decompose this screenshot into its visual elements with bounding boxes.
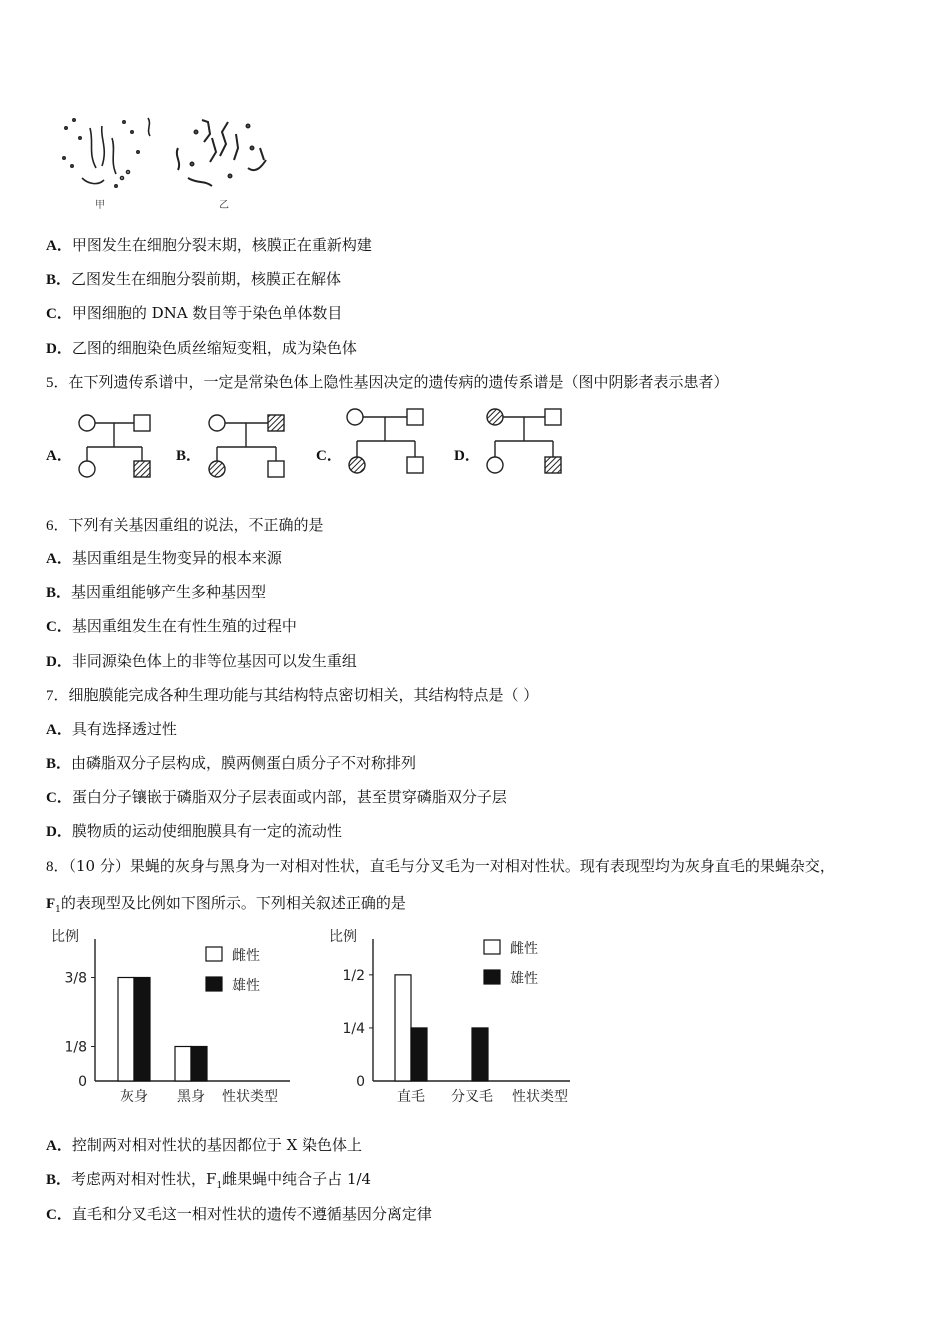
q6-option-letter: A． (46, 551, 72, 567)
q8-option-text: 直毛和分叉毛这一相对性状的遗传不遵循基因分离定律 (71, 1205, 432, 1223)
legend-label: 雌性 (510, 941, 538, 957)
q8-option-a (46, 1135, 362, 1156)
q7-stem (46, 685, 538, 706)
pedigree-b-daughter-affected (209, 461, 225, 477)
pedigree-b-father-affected (268, 415, 284, 431)
q8-option-letter: A． (46, 1138, 72, 1154)
legend-label: 雄性 (510, 971, 538, 987)
pedigree-a (79, 415, 150, 477)
q8-f-subscript: 1 (55, 905, 61, 915)
q7-option-b (46, 753, 416, 774)
pedigree-a-daughter (79, 461, 95, 477)
legend-swatch-雌性 (206, 947, 222, 961)
pedigree-d-father (545, 409, 561, 425)
q8-option-text-pre: 考虑两对相对性状，F (71, 1170, 217, 1188)
pedigree-b-mother (209, 415, 225, 431)
q8-text2: 的表现型及比例如下图所示。下列相关叙述正确的是 (60, 894, 406, 912)
legend-swatch-雄性 (484, 970, 500, 984)
pedigree-c-father (407, 409, 423, 425)
y-tick-label: 1/8 (64, 1039, 87, 1056)
q6-text: 下列有关基因重组的说法，不正确的是 (68, 516, 324, 534)
q7-option-d (46, 821, 342, 842)
pedigree-c (347, 409, 423, 473)
q4-option-text: 甲图发生在细胞分裂末期，核膜正在重新构建 (71, 236, 372, 254)
bar-雄性-灰身 (134, 978, 150, 1082)
q8-option-b (46, 1169, 371, 1196)
pedigree-d-daughter (487, 457, 503, 473)
q4-option-text: 甲图细胞的 DNA 数目等于染色单体数目 (71, 304, 343, 322)
q8-option-text: 控制两对相对性状的基因都位于 X 染色体上 (71, 1136, 363, 1154)
q8-stem-line1 (46, 856, 835, 877)
bar-雄性-直毛 (411, 1028, 427, 1081)
x-axis-label: 性状类型 (222, 1089, 278, 1105)
y-tick-label: 0 (356, 1074, 365, 1090)
pedigree-a-son-affected (134, 461, 150, 477)
q8-f-symbol: F (46, 896, 56, 912)
q8-text1: 果蝇的灰身与黑身为一对相对性状，直毛与分叉毛为一对相对性状。现有表现型均为灰身直毛的果蝇杂交， (129, 857, 835, 875)
q7-option-letter: C． (46, 790, 72, 806)
y-tick-label: 1/2 (342, 967, 365, 984)
bar-雌性-直毛 (395, 975, 411, 1081)
q6-option-text: 非同源染色体上的非等位基因可以发生重组 (71, 652, 357, 670)
q4-option-text: 乙图的细胞染色质丝缩短变粗，成为染色体 (71, 339, 357, 357)
q5-number: 5． (46, 375, 69, 391)
q6-option-c (46, 616, 297, 637)
q8-option-c (46, 1204, 432, 1225)
q7-option-text: 蛋白分子镶嵌于磷脂双分子层表面或内部，甚至贯穿磷脂双分子层 (71, 788, 507, 806)
chart-body-color (40, 925, 310, 1115)
bar-雄性-黑身 (191, 1047, 207, 1082)
q8-option-text-post: 雌果蝇中纯合子占 1/4 (222, 1170, 372, 1188)
q5-text: 在下列遗传系谱中，一定是常染色体上隐性基因决定的遗传病的遗传系谱是（图中阴影者表示患者） (68, 373, 729, 391)
y-tick-label: 1/4 (342, 1020, 365, 1037)
x-tick-label: 分叉毛 (451, 1089, 493, 1105)
q8-number: 8． (46, 859, 69, 875)
q6-option-a (46, 548, 282, 569)
bar-雄性-分叉毛 (472, 1028, 488, 1081)
q6-option-text: 基因重组发生在有性生殖的过程中 (71, 617, 297, 635)
chart-bristle-type (320, 925, 590, 1115)
q4-option-letter: A． (46, 238, 72, 254)
q7-option-a (46, 719, 177, 740)
pedigree-a-father (134, 415, 150, 431)
q4-option-letter: C． (46, 306, 72, 322)
bar-雌性-黑身 (175, 1047, 191, 1082)
q7-option-c (46, 787, 507, 808)
pedigree-label-a: A． (46, 448, 72, 464)
q7-option-letter: B． (46, 756, 72, 772)
pedigree-label-d: D． (454, 448, 480, 464)
legend-swatch-雌性 (484, 940, 500, 954)
q4-option-letter: D． (46, 341, 72, 357)
q6-option-letter: B． (46, 585, 72, 601)
x-tick-label: 灰身 (120, 1089, 148, 1105)
pedigree-d-son-affected (545, 457, 561, 473)
legend-label: 雄性 (232, 978, 260, 994)
q6-option-text: 基因重组是生物变异的根本来源 (71, 549, 282, 567)
q6-option-b (46, 582, 266, 603)
pedigree-label-c: C． (316, 448, 342, 464)
q7-option-text: 由磷脂双分子层构成，膜两侧蛋白质分子不对称排列 (71, 754, 417, 772)
y-axis-label: 比例 (51, 929, 79, 945)
q8-option-letter: C． (46, 1207, 72, 1223)
q6-number: 6． (46, 518, 69, 534)
q7-text: 细胞膜能完成各种生理功能与其结构特点密切相关，其结构特点是（ ） (68, 686, 539, 704)
cell-label-yi: 乙 (219, 200, 229, 211)
q8-score: （10 分） (68, 857, 130, 875)
pedigree-d-mother-affected (487, 409, 503, 425)
cell-label-jia: 甲 (95, 200, 105, 211)
x-tick-label: 黑身 (177, 1089, 205, 1105)
pedigree-b-son (268, 461, 284, 477)
pedigree-c-daughter-affected (349, 457, 365, 473)
q7-option-text: 膜物质的运动使细胞膜具有一定的流动性 (71, 822, 342, 840)
q4-option-text: 乙图发生在细胞分裂前期，核膜正在解体 (71, 270, 342, 288)
q4-option-letter: B． (46, 272, 72, 288)
pedigree-c-son (407, 457, 423, 473)
q8-option-subscript: 1 (216, 1181, 223, 1191)
legend-label: 雌性 (232, 948, 260, 964)
q7-option-letter: D． (46, 824, 72, 840)
pedigree-d (487, 409, 561, 473)
pedigree-label-b: B． (176, 448, 202, 464)
pedigree-a-mother (79, 415, 95, 431)
q7-number: 7． (46, 688, 69, 704)
pedigree-c-mother (347, 409, 363, 425)
x-axis-label: 性状类型 (512, 1089, 568, 1105)
pedigree-figures (0, 0, 950, 500)
q6-option-letter: D． (46, 654, 72, 670)
q6-stem (46, 515, 324, 536)
q8-option-letter: B． (46, 1172, 72, 1188)
pedigree-b (209, 415, 284, 477)
y-tick-label: 3/8 (64, 970, 87, 987)
q6-option-d (46, 651, 357, 672)
q7-option-letter: A． (46, 722, 72, 738)
legend-swatch-雄性 (206, 977, 222, 991)
x-tick-label: 直毛 (397, 1089, 425, 1105)
y-tick-label: 0 (78, 1074, 87, 1090)
q7-option-text: 具有选择透过性 (71, 720, 177, 738)
y-axis-label: 比例 (329, 929, 357, 945)
q6-option-text: 基因重组能够产生多种基因型 (71, 583, 267, 601)
bar-雌性-灰身 (118, 978, 134, 1082)
q8-stem-line2 (46, 893, 406, 920)
q6-option-letter: C． (46, 619, 72, 635)
